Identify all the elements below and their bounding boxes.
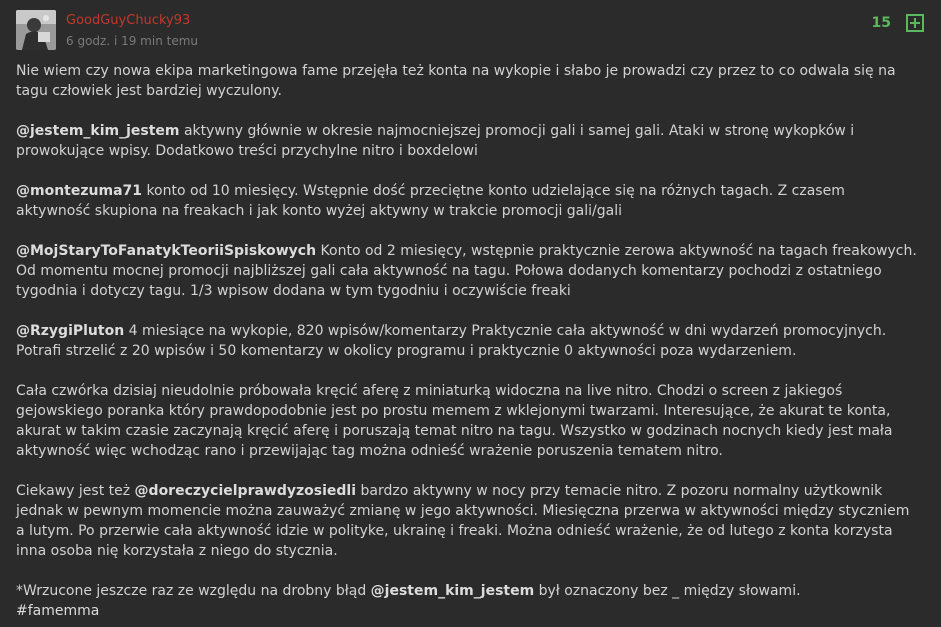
mention-link[interactable]: @jestem_kim_jestem: [370, 583, 535, 599]
entry-body: [16, 61, 921, 621]
upvote-button[interactable]: [906, 14, 924, 32]
entry-timestamp: 6 godz. i 19 min temu: [66, 34, 199, 48]
paragraph-text: aktywny głównie w okresie najmocniejszej promocji gali i samej gali. Ataki w stronę wykopków i prowokujące wpisy. Dodatkowo treści przychylne nitro i boxdelowi: [16, 123, 855, 159]
paragraph-text: był oznaczony bez _ między słowami.: [534, 583, 801, 599]
paragraph-account-5: [16, 481, 921, 561]
hashtag-link[interactable]: #famemma: [16, 603, 100, 619]
paragraph-summary: Cała czwórka dzisiaj nieudolnie próbowała kręcić aferę z miniaturką widoczna na live nitro. Chodzi o screen z jakiegoś gejowskiego poranka który prawdopodobnie jest po prostu memem z wklejonymi twarzami. Interesujące, że akurat te konta, akurat w takim czasie zaczynają kręcić aferę i poruszają temat nitro na tagu. Wszystko w godzinach nocnych kiedy jest mała aktywność więc wchodząc rano i przewijając tag można odnieść wrażenie poruszenia tematem nitro.: [16, 383, 893, 459]
vote-count: 15: [871, 15, 891, 31]
mention-link[interactable]: @jestem_kim_jestem: [16, 123, 180, 139]
paragraph-intro: Nie wiem czy nowa ekipa marketingowa fame przejęła też konta na wykopie i słabo je prowadzi czy przez to co odwala się na tagu człowiek jest bardziej wyczulony.: [16, 63, 896, 99]
author-link[interactable]: GoodGuyChucky93: [66, 13, 191, 28]
mention-link[interactable]: @MojStaryToFanatykTeoriiSpiskowych: [16, 243, 317, 259]
plus-square-icon: [906, 14, 924, 32]
paragraph-text: konto od 10 miesięcy. Wstępnie dość przeciętne konto udzielające się na różnych tagach. Z czasem aktywność skupiona na freakach i jak konto wyżej aktywny w trakcie promocji gali/gali: [16, 183, 845, 219]
paragraph-account-4: [16, 321, 921, 361]
paragraph-text: 4 miesiące na wykopie, 820 wpisów/komentarzy Praktycznie cała aktywność w dni wydarzeń promocyjnych. Potrafi strzelić z 20 wpisów i 50 komentarzy w okolicy programu i praktycznie 0 aktywności poza wydarzeniem.: [16, 323, 887, 359]
paragraph-account-2: [16, 181, 921, 221]
avatar-image: [16, 10, 56, 50]
paragraph-text: *Wrzucone jeszcze raz ze względu na drobny błąd: [16, 583, 371, 599]
mention-link[interactable]: @RzygiPluton: [16, 323, 125, 339]
mention-link[interactable]: @doreczycielprawdyzosiedli: [134, 483, 357, 499]
paragraph-account-3: [16, 241, 921, 301]
paragraph-text: Ciekawy jest też: [16, 483, 135, 499]
paragraph-account-1: [16, 121, 921, 161]
mention-link[interactable]: @montezuma71: [16, 183, 142, 199]
user-avatar[interactable]: [16, 10, 56, 50]
paragraph-note: [16, 581, 921, 621]
paragraph-text: Konto od 2 miesięcy, wstępnie praktycznie zerowa aktywność na tagach freakowych. Od momentu mocnej promocji najbliższej gali cała aktywność na tagu. Połowa dodanych komentarzy pochodzi z ostatniego tygodnia i dotyczy tagu. 1/3 wpisow dodana w tym tygodniu i oczywiście freaki: [16, 243, 917, 299]
paragraph-text: bardzo aktywny w nocy przy temacie nitro. Z pozoru normalny użytkownik jednak w pewnym momencie można zauważyć zmianę w jego aktywności. Miesięczna przerwa w aktywności między styczniem a lutym. Po przerwie cała aktywność idzie w polityke, ukrainę i freaki. Można odnieść wrażenie, że od lutego z konta korzysta inna osoba nię korzystała z niego do stycznia.: [16, 483, 910, 559]
